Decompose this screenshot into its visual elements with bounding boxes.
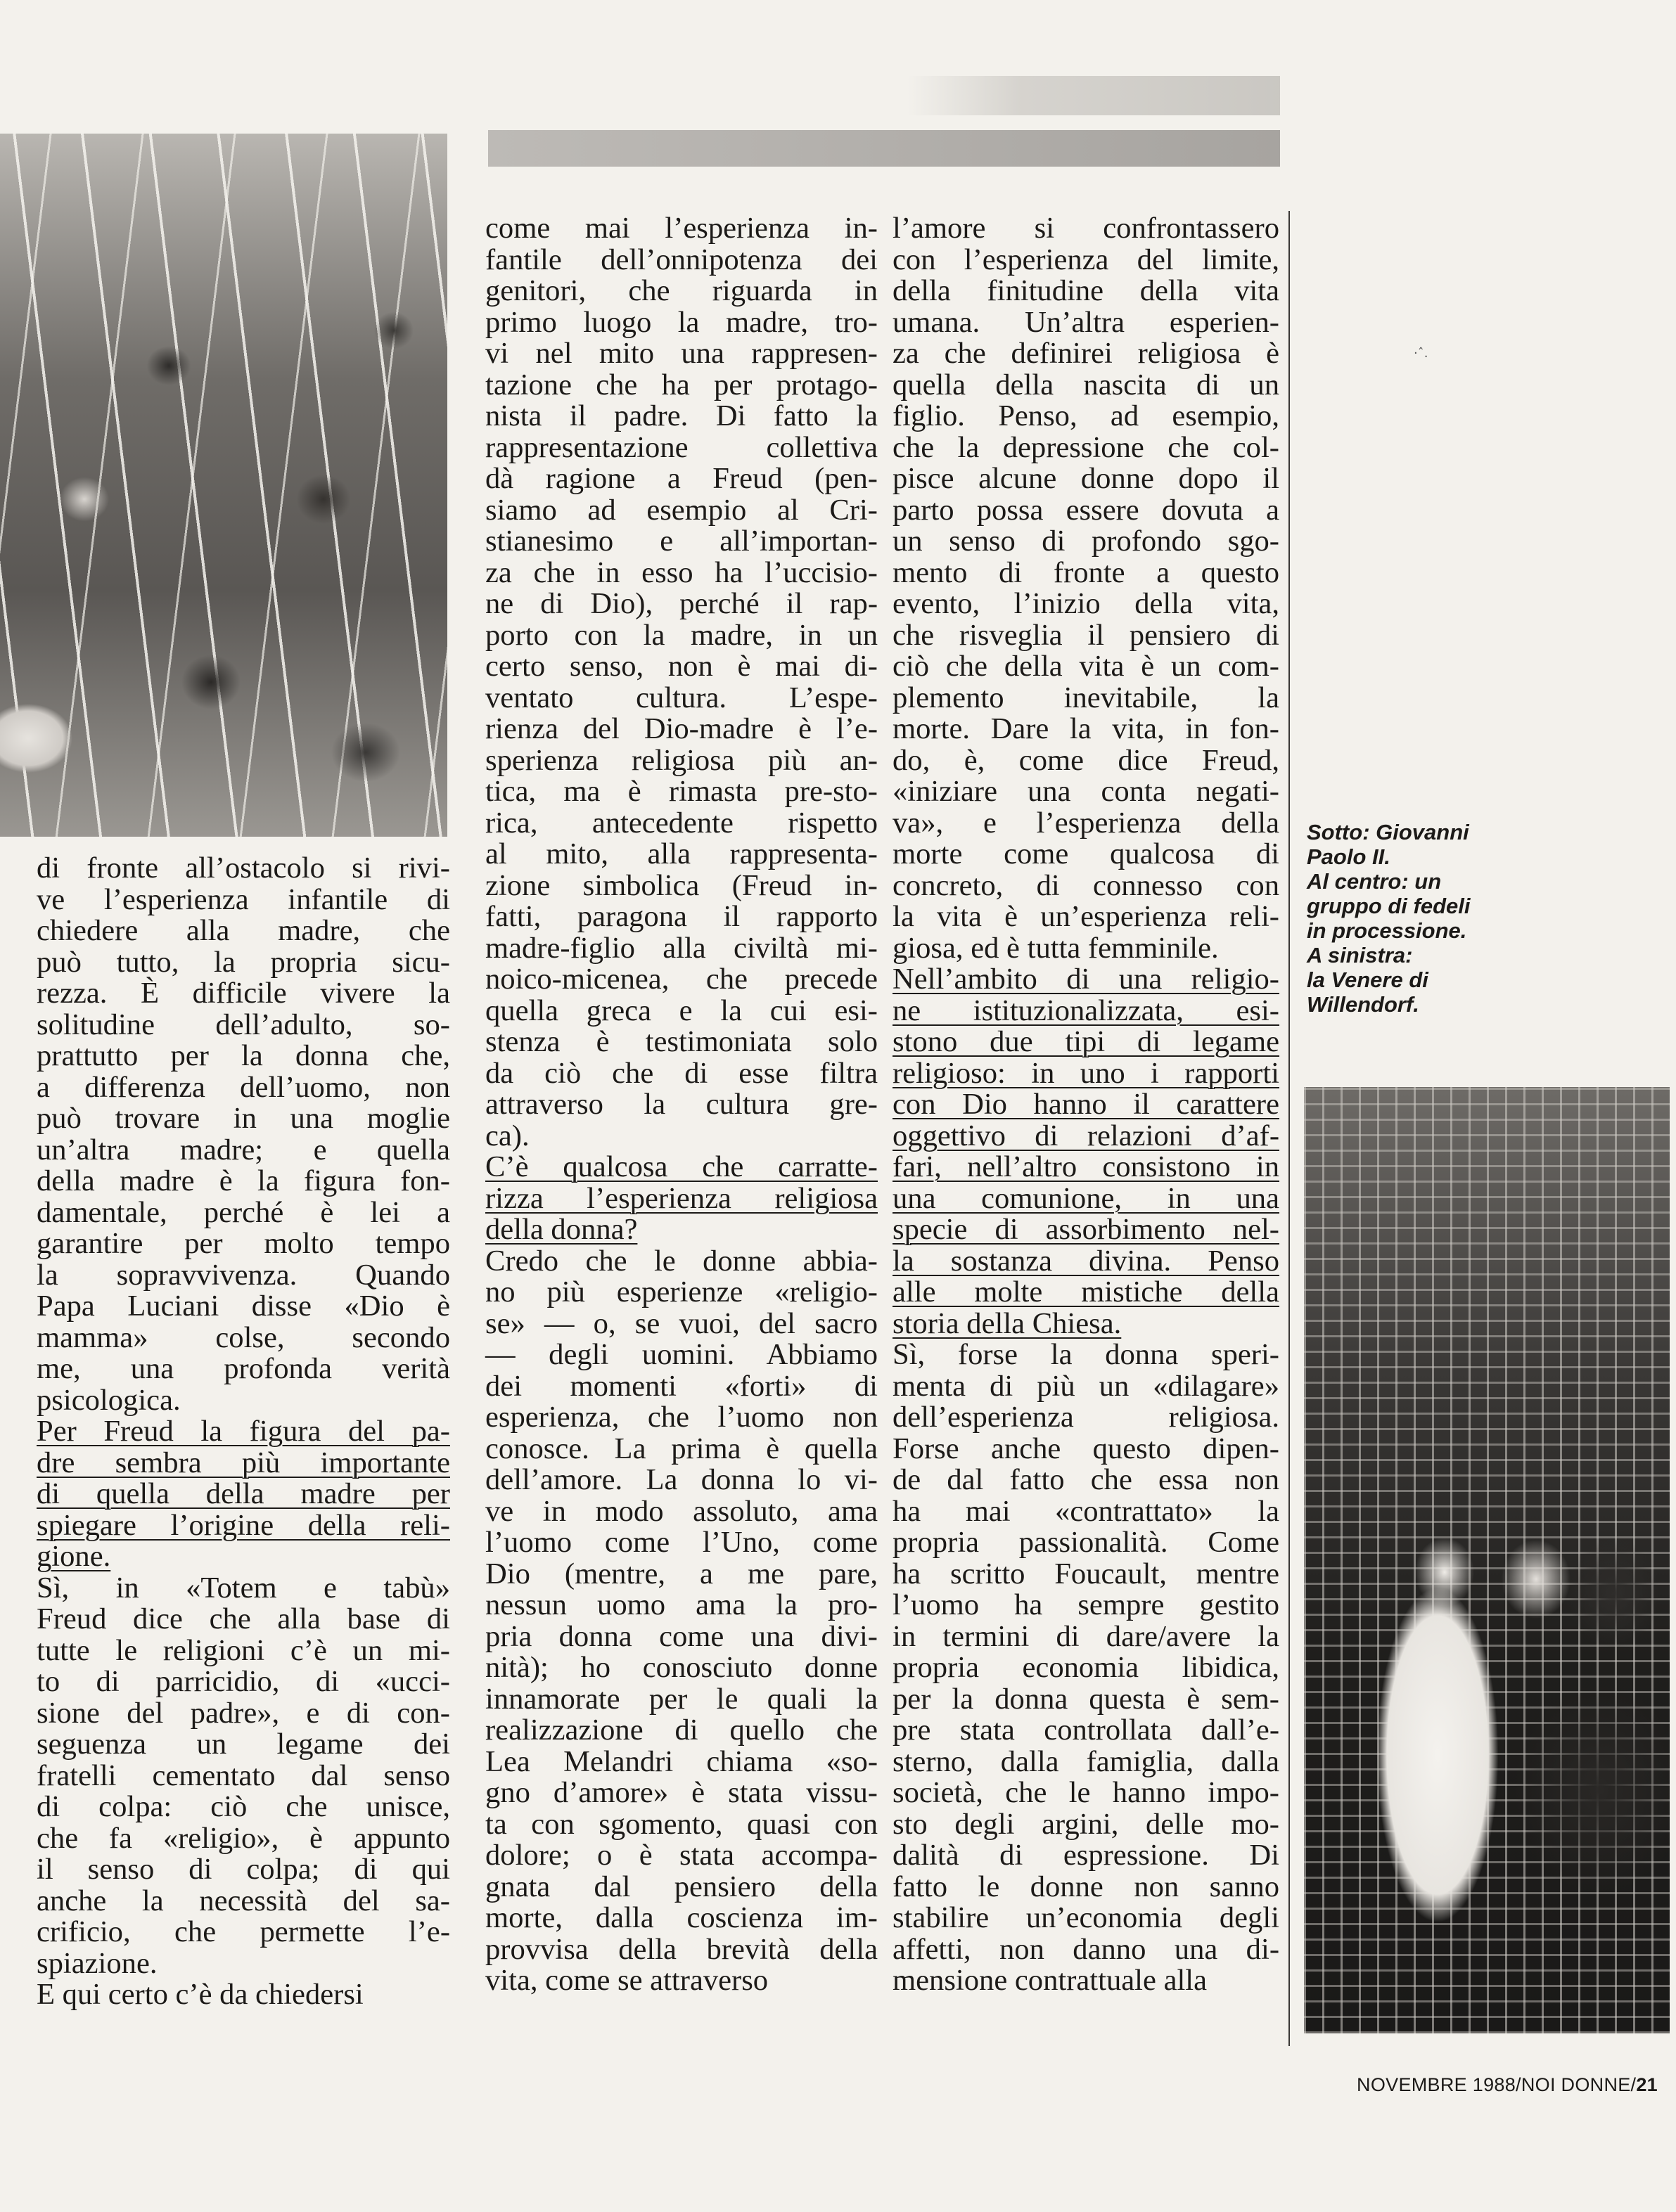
text-line: può tutto, la propria sicu- xyxy=(37,945,450,979)
text-line: mento di fronte a questo xyxy=(893,555,1279,589)
text-line: Lea Melandri chiama «so- xyxy=(485,1744,878,1778)
text-line: spiazione. xyxy=(37,1946,158,1980)
text-line: tazione che ha per protago- xyxy=(485,368,878,401)
text-line: damentale, perché è lei a xyxy=(37,1195,450,1229)
text-line: una comunione, in una xyxy=(893,1181,1279,1215)
text-line: il senso di colpa; di qui xyxy=(37,1853,450,1886)
text-line: conosce. La prima è quella xyxy=(485,1432,878,1465)
text-line: seguenza un legame dei xyxy=(37,1728,450,1761)
text-line: la sopravvivenza. Quando xyxy=(37,1258,450,1292)
text-line: la vita è un’esperienza reli- xyxy=(893,900,1279,933)
text-line: rica, antecedente rispetto xyxy=(485,806,878,840)
text-line: dalità di espressione. Di xyxy=(893,1839,1279,1872)
text-line: da ciò che di esse filtra xyxy=(485,1056,878,1090)
text-line: la sostanza divina. Penso xyxy=(893,1244,1279,1278)
caption-line: gruppo di fedeli xyxy=(1307,894,1471,918)
text-line: nista il padre. Di fatto la xyxy=(485,399,878,432)
text-line: storia della Chiesa. xyxy=(893,1306,1122,1340)
text-line: E qui certo c’è da chiedersi xyxy=(37,1978,364,2011)
footer-issue: NOVEMBRE 1988/NOI DONNE/ xyxy=(1357,2074,1637,2095)
text-line: della finitudine della vita xyxy=(893,274,1279,307)
text-line: chiedere alla madre, che xyxy=(37,914,450,947)
text-line: pisce alcune donne dopo il xyxy=(893,462,1279,495)
header-ghost-text xyxy=(907,76,1280,115)
text-line: Freud dice che alla base di xyxy=(37,1602,450,1635)
text-line: l’uomo come l’Uno, come xyxy=(485,1526,878,1559)
text-line: «iniziare una conta negati- xyxy=(893,775,1279,808)
text-line: propria economia libidica, xyxy=(893,1651,1279,1684)
text-line: gione. xyxy=(37,1540,111,1573)
text-line: ve l’esperienza infantile di xyxy=(37,882,450,916)
caption-line: in processione. xyxy=(1307,918,1467,943)
text-line: per la donna questa è sem- xyxy=(893,1682,1279,1716)
text-line: sione del padre», e di con- xyxy=(37,1696,450,1730)
text-line: prattutto per la donna che, xyxy=(37,1039,450,1072)
caption-line: Sotto: Giovanni xyxy=(1307,820,1469,844)
text-line: de dal fatto che essa non xyxy=(893,1463,1279,1496)
text-line: ta con sgomento, quasi con xyxy=(485,1807,878,1841)
text-line: Sì, forse la donna speri- xyxy=(893,1338,1279,1371)
text-line: mensione contrattuale alla xyxy=(893,1964,1208,1997)
text-line: Dio (mentre, a me pare, xyxy=(485,1557,878,1590)
article-column-2 xyxy=(485,213,878,1997)
text-line: Credo che le donne abbia- xyxy=(485,1244,878,1278)
text-line: umana. Un’altra esperien- xyxy=(893,305,1279,339)
text-line: ve in modo assoluto, ama xyxy=(485,1494,878,1528)
text-line: morte, dalla coscienza im- xyxy=(485,1901,878,1934)
text-line: siamo ad esempio al Cri- xyxy=(485,493,878,527)
text-line: rezza. È difficile vivere la xyxy=(37,977,450,1010)
text-line: stono due tipi di legame xyxy=(893,1025,1279,1058)
text-line: rienza del Dio-madre è l’e- xyxy=(485,712,878,745)
article-column-1 xyxy=(37,853,450,2011)
text-line: provvisa della brevità della xyxy=(485,1932,878,1966)
text-line: dà ragione a Freud (pen- xyxy=(485,462,878,495)
text-line: fantile dell’onnipotenza dei xyxy=(485,243,878,276)
text-line: primo luogo la madre, tro- xyxy=(485,305,878,339)
text-line: specie di assorbimento nel- xyxy=(893,1213,1279,1246)
print-speck: ·ˆ. xyxy=(1414,346,1428,361)
text-line: nessun uomo ama la pro- xyxy=(485,1588,878,1621)
text-line: genitori, che riguarda in xyxy=(485,274,878,307)
text-line: dei momenti «forti» di xyxy=(485,1369,878,1403)
text-line: dolore; o è stata accompa- xyxy=(485,1839,878,1872)
caption-line: Paolo II. xyxy=(1307,844,1390,869)
text-line: della donna? xyxy=(485,1213,638,1246)
text-line: noico-micenea, che precede xyxy=(485,963,878,996)
text-line: tutte le religioni c’è un mi- xyxy=(37,1633,450,1667)
text-line: sperienza religiosa più an- xyxy=(485,743,878,777)
text-line: za che in esso ha l’uccisio- xyxy=(485,555,878,589)
text-line: — degli uomini. Abbiamo xyxy=(485,1338,878,1371)
text-line: zione simbolica (Freud in- xyxy=(485,868,878,902)
text-line: Forse anche questo dipen- xyxy=(893,1432,1279,1465)
text-line: che fa «religio», è appunto xyxy=(37,1821,450,1855)
text-line: affetti, non danno una di- xyxy=(893,1932,1279,1966)
text-line: do, è, come dice Freud, xyxy=(893,743,1279,777)
text-line: di fronte all’ostacolo si rivi- xyxy=(37,851,450,885)
text-line: propria passionalità. Come xyxy=(893,1526,1279,1559)
text-line: rappresentazione collettiva xyxy=(485,430,878,464)
text-line: della madre è la figura fon- xyxy=(37,1164,450,1197)
text-line: con l’esperienza del limite, xyxy=(893,243,1279,276)
text-line: ha scritto Foucault, mentre xyxy=(893,1557,1279,1590)
text-line: fari, nell’altro consistono in xyxy=(893,1150,1279,1183)
text-line: figlio. Penso, ad esempio, xyxy=(893,399,1279,432)
text-line: realizzazione di quello che xyxy=(485,1713,878,1747)
text-line: dell’amore. La donna lo vi- xyxy=(485,1463,878,1496)
text-line: madre-figlio alla civiltà mi- xyxy=(485,931,878,965)
text-line: fatti, paragona il rapporto xyxy=(485,900,878,933)
text-line: l’uomo ha sempre gestito xyxy=(893,1588,1279,1621)
page-number: 21 xyxy=(1636,2074,1658,2095)
text-line: quella greca e la cui esi- xyxy=(485,994,878,1027)
text-line: esperienza, che l’uomo non xyxy=(485,1401,878,1434)
text-line: certo senso, non è mai di- xyxy=(485,650,878,683)
photo-procession xyxy=(0,134,447,837)
text-line: oggettivo di relazioni d’af- xyxy=(893,1119,1279,1152)
text-line: concreto, di connesso con xyxy=(893,868,1279,902)
text-line: pre stata controllata dall’e- xyxy=(893,1713,1279,1747)
text-line: stabilire un’economia degli xyxy=(893,1901,1279,1934)
caption-line: A sinistra: xyxy=(1307,943,1413,967)
text-line: me, una profonda verità xyxy=(37,1352,450,1385)
text-line: Nell’ambito di una religio- xyxy=(893,963,1279,996)
page-footer xyxy=(1357,2074,1658,2096)
text-line: evento, l’inizio della vita, xyxy=(893,587,1279,620)
text-line: ciò che della vita è un com- xyxy=(893,650,1279,683)
text-line: religioso: in uno i rapporti xyxy=(893,1056,1279,1090)
text-line: va», e l’esperienza della xyxy=(893,806,1279,840)
text-line: solitudine dell’adulto, so- xyxy=(37,1008,450,1041)
text-line: Per Freud la figura del pa- xyxy=(37,1415,450,1448)
text-line: gno d’amore» è stata vissu- xyxy=(485,1776,878,1809)
text-line: za che definirei religiosa è xyxy=(893,337,1279,370)
caption-line: Willendorf. xyxy=(1307,992,1419,1017)
text-line: plemento inevitabile, la xyxy=(893,681,1279,714)
text-line: che risveglia il pensiero di xyxy=(893,618,1279,652)
text-line: morte. Dare la vita, in fon- xyxy=(893,712,1279,745)
text-line: stianesimo e all’importan- xyxy=(485,525,878,558)
text-line: Sì, in «Totem e tabù» xyxy=(37,1571,450,1605)
text-line: ne istituzionalizzata, esi- xyxy=(893,994,1279,1027)
text-line: se» — o, se vuoi, del sacro xyxy=(485,1306,878,1340)
text-line: pria donna come una divi- xyxy=(485,1619,878,1653)
text-line: tica, ma è rimasta pre-sto- xyxy=(485,775,878,808)
section-header-bar xyxy=(488,130,1280,167)
text-line: che la depressione che col- xyxy=(893,430,1279,464)
text-line: l’amore si confrontassero xyxy=(893,212,1279,245)
text-line: to di parricidio, di «ucci- xyxy=(37,1665,450,1698)
article-column-3 xyxy=(893,213,1279,1997)
text-line: ca). xyxy=(485,1119,530,1152)
text-line: anche la necessità del sa- xyxy=(37,1884,450,1917)
caption-line: la Venere di xyxy=(1307,967,1428,992)
text-line: mamma» colse, secondo xyxy=(37,1320,450,1354)
caption-line: Al centro: un xyxy=(1307,869,1442,894)
text-line: crificio, che permette l’e- xyxy=(37,1915,450,1948)
text-line: società, che le hanno impo- xyxy=(893,1776,1279,1809)
text-line: porto con la madre, in un xyxy=(485,618,878,652)
text-line: rizza l’esperienza religiosa xyxy=(485,1181,878,1215)
text-line: vi nel mito una rappresen- xyxy=(485,337,878,370)
text-line: ne di Dio), perché il rap- xyxy=(485,587,878,620)
text-line: di colpa: ciò che unisce, xyxy=(37,1790,450,1823)
text-line: a differenza dell’uomo, non xyxy=(37,1070,450,1104)
text-line: gnata dal pensiero della xyxy=(485,1870,878,1903)
text-line: in termini di dare/avere la xyxy=(893,1619,1279,1653)
text-line: morte come qualcosa di xyxy=(893,837,1279,870)
text-line: parto possa essere dovuta a xyxy=(893,493,1279,527)
text-line: dell’esperienza religiosa. xyxy=(893,1401,1279,1434)
text-line: con Dio hanno il carattere xyxy=(893,1088,1279,1121)
text-line: dre sembra più importante xyxy=(37,1446,450,1479)
text-line: Papa Luciani disse «Dio è xyxy=(37,1290,450,1323)
text-line: come mai l’esperienza in- xyxy=(485,212,878,245)
text-line: quella della nascita di un xyxy=(893,368,1279,401)
text-line: un’altra madre; e quella xyxy=(37,1133,450,1166)
text-line: fratelli cementato dal senso xyxy=(37,1758,450,1792)
text-line: di quella della madre per xyxy=(37,1477,450,1510)
text-line: sto degli argini, delle mo- xyxy=(893,1807,1279,1841)
text-line: ha mai «contrattato» la xyxy=(893,1494,1279,1528)
text-line: stenza è testimoniata solo xyxy=(485,1025,878,1058)
text-line: C’è qualcosa che carratte- xyxy=(485,1150,878,1183)
text-line: spiegare l’origine della reli- xyxy=(37,1508,450,1542)
text-line: menta di più un «dilagare» xyxy=(893,1369,1279,1403)
text-line: vita, come se attraverso xyxy=(485,1964,769,1997)
text-line: nità); ho conosciuto donne xyxy=(485,1651,878,1684)
text-line: può trovare in una moglie xyxy=(37,1102,450,1135)
text-line: un senso di profondo sgo- xyxy=(893,525,1279,558)
text-line: psicologica. xyxy=(37,1383,181,1417)
text-line: attraverso la cultura gre- xyxy=(485,1088,878,1121)
text-line: al mito, alla rappresenta- xyxy=(485,837,878,870)
text-line: innamorate per le quali la xyxy=(485,1682,878,1716)
text-line: garantire per molto tempo xyxy=(37,1227,450,1260)
text-line: alle molte mistiche della xyxy=(893,1275,1279,1308)
text-line: no più esperienze «religio- xyxy=(485,1275,878,1308)
photo-pope-john-paul xyxy=(1304,1087,1670,2033)
text-line: ventato cultura. L’espe- xyxy=(485,681,878,714)
photo-caption xyxy=(1307,820,1469,1017)
column-divider xyxy=(1288,211,1290,2046)
text-line: giosa, ed è tutta femminile. xyxy=(893,931,1219,965)
text-line: sterno, dalla famiglia, dalla xyxy=(893,1744,1279,1778)
text-line: fatto le donne non sanno xyxy=(893,1870,1279,1903)
